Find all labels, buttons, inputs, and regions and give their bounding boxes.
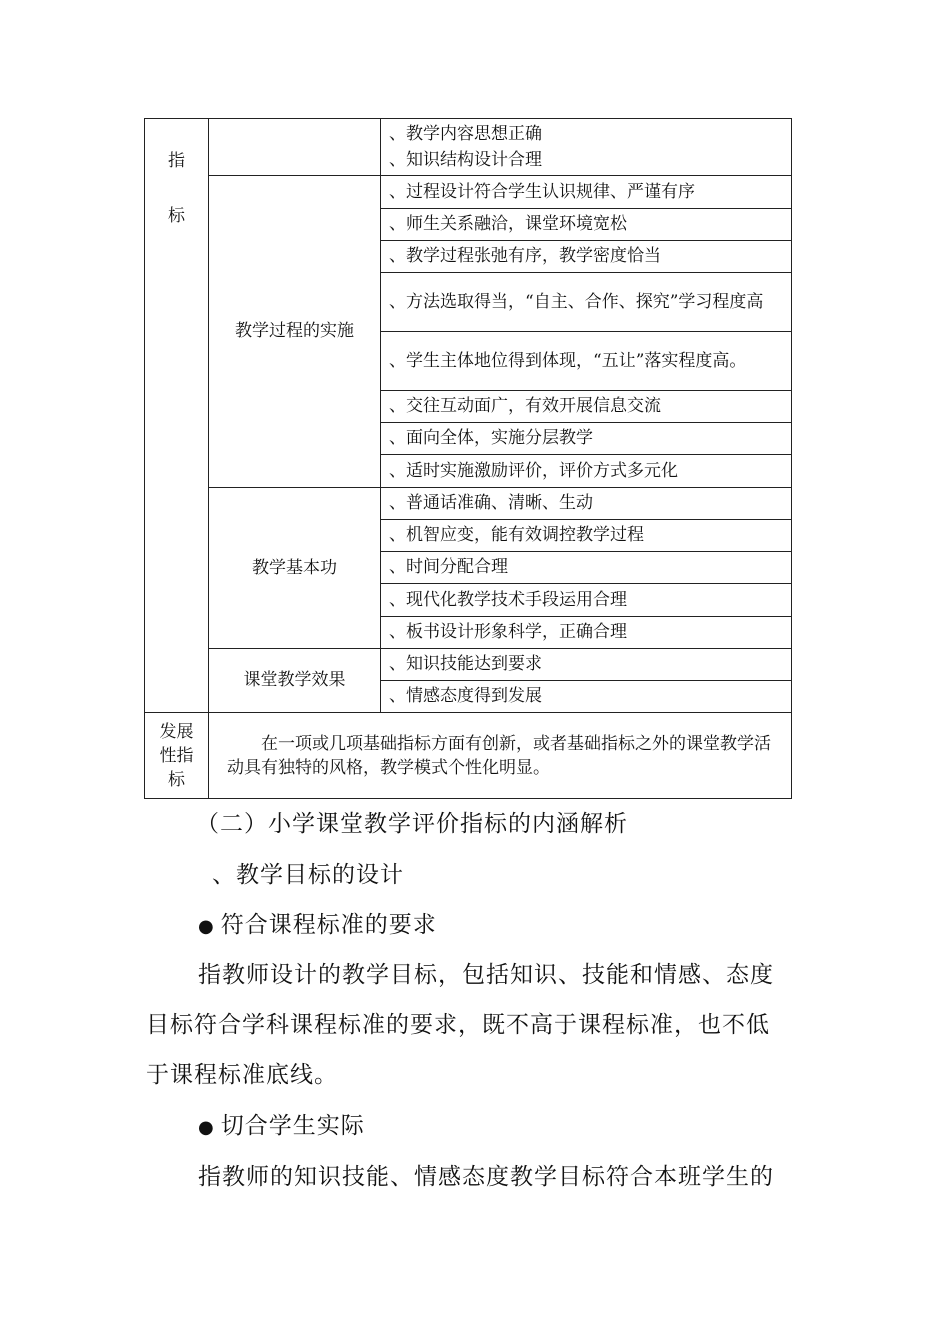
item-cell: 、时间分配合理 — [381, 552, 792, 584]
section-heading: （二）小学课堂教学评价指标的内涵解析 — [196, 811, 628, 837]
paragraph-line: 指教师的知识技能、情感态度教学目标符合本班学生的 — [198, 1164, 774, 1190]
bullet-title: 切合学生实际 — [220, 1113, 365, 1139]
paragraph-line: 目标符合学科课程标准的要求，既不高于课程标准，也不低 — [146, 1012, 770, 1038]
indicator-label-cell — [145, 119, 209, 713]
category-effect: 课堂教学效果 — [209, 649, 381, 713]
item-text: 、知识结构设计合理 — [389, 150, 542, 170]
bullet-title: 符合课程标准的要求 — [220, 912, 437, 938]
subheading: 、教学目标的设计 — [212, 862, 404, 888]
category-cell-content — [209, 119, 381, 176]
item-cell: 、面向全体，实施分层教学 — [381, 423, 792, 455]
item-cell: 、学生主体地位得到体现，“五让”落实程度高。 — [381, 332, 792, 391]
indicator-label-char-1: 指 — [168, 151, 185, 171]
item-cell: 、普通话准确、清晰、生动 — [381, 488, 792, 520]
item-cell: 、机智应变，能有效调控教学过程 — [381, 520, 792, 552]
item-cell — [381, 119, 792, 176]
item-cell: 、交往互动面广，有效开展信息交流 — [381, 391, 792, 423]
evaluation-table — [144, 118, 792, 799]
item-cell: 、过程设计符合学生认识规律、严谨有序 — [381, 176, 792, 209]
indicator-label-char-2: 标 — [168, 206, 185, 226]
item-cell: 、适时实施激励评价，评价方式多元化 — [381, 455, 792, 488]
item-cell: 、师生关系融洽，课堂环境宽松 — [381, 209, 792, 241]
development-indicator-label: 发展性指标 — [145, 713, 209, 799]
bullet-icon: ● — [198, 916, 215, 937]
item-cell: 、板书设计形象科学，正确合理 — [381, 617, 792, 649]
category-basic-skills: 教学基本功 — [209, 488, 381, 649]
development-indicator-text: 在一项或几项基础指标方面有创新，或者基础指标之外的课堂教学活动具有独特的风格，教学模式个性化明显。 — [209, 713, 792, 799]
item-cell: 、知识技能达到要求 — [381, 649, 792, 681]
item-cell: 、方法选取得当，“自主、合作、探究”学习程度高 — [381, 273, 792, 332]
category-process: 教学过程的实施 — [209, 176, 381, 488]
paragraph-line: 指教师设计的教学目标，包括知识、技能和情感、态度 — [198, 962, 774, 988]
item-cell: 、教学过程张弛有序，教学密度恰当 — [381, 241, 792, 273]
item-cell: 、情感态度得到发展 — [381, 681, 792, 713]
bullet-item-1 — [198, 906, 437, 939]
item-text: 、教学内容思想正确 — [389, 124, 542, 144]
paragraph-line: 于课程标准底线。 — [146, 1062, 338, 1088]
bullet-item-2 — [198, 1107, 365, 1140]
item-cell: 、现代化教学技术手段运用合理 — [381, 584, 792, 617]
bullet-icon: ● — [198, 1117, 215, 1138]
